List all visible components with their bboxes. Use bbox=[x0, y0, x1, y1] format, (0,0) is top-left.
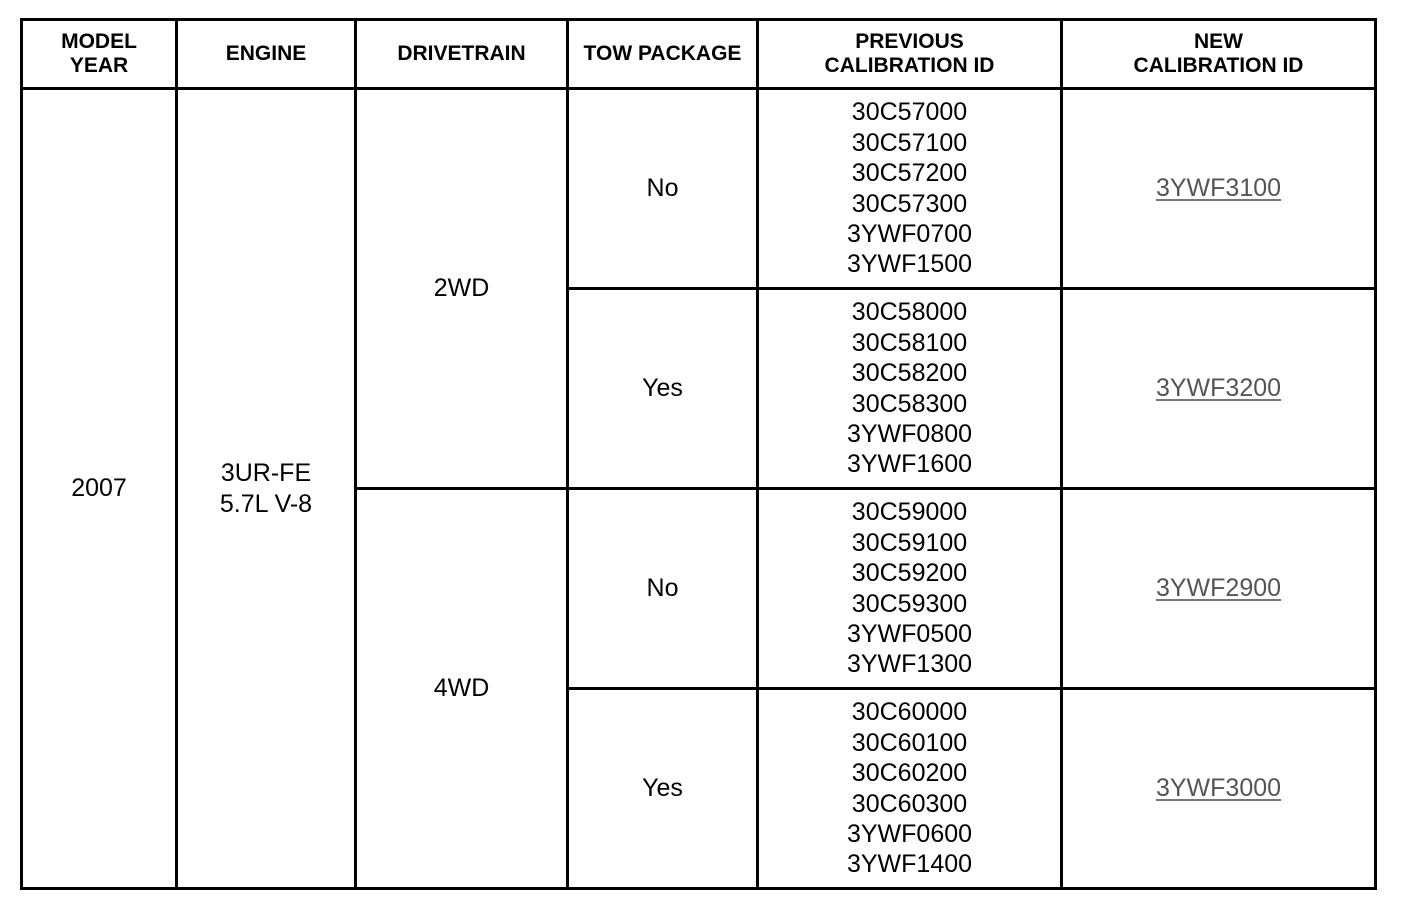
header-tow-package: TOW PACKAGE bbox=[568, 20, 758, 89]
previous-calibration-id: 3YWF1500 bbox=[846, 250, 973, 279]
previous-calibration-id: 3YWF1300 bbox=[846, 650, 973, 679]
previous-calibration-id: 3YWF0800 bbox=[846, 419, 973, 448]
header-model-year-line-1: MODEL bbox=[61, 30, 137, 53]
previous-calibration-id: 30C58100 bbox=[851, 328, 968, 357]
previous-calibration-id: 30C58300 bbox=[851, 389, 968, 418]
calibration-table bbox=[20, 18, 1377, 890]
previous-calibration-id: 30C58200 bbox=[851, 359, 968, 388]
previous-calibration-id: 30C60200 bbox=[851, 759, 968, 788]
previous-calibration-id: 30C59100 bbox=[851, 528, 968, 557]
new-calibration-link[interactable]: 3YWF3100 bbox=[1155, 174, 1282, 203]
tow-package-cell: No bbox=[568, 489, 758, 689]
new-calibration-link[interactable]: 3YWF3000 bbox=[1155, 774, 1282, 803]
previous-calibration-id: 30C57100 bbox=[851, 128, 968, 157]
previous-calibration-id: 30C58000 bbox=[851, 298, 968, 327]
previous-calibration-id: 30C60100 bbox=[851, 728, 968, 757]
header-new-calibration-line-1: NEW bbox=[1194, 30, 1243, 53]
previous-calibration-id: 3YWF0600 bbox=[846, 819, 973, 848]
previous-calibration-id: 30C59300 bbox=[851, 589, 968, 618]
header-engine: ENGINE bbox=[177, 20, 356, 89]
engine-cell bbox=[177, 89, 356, 889]
table-row bbox=[22, 89, 1376, 289]
previous-calibration-id: 3YWF0700 bbox=[846, 219, 973, 248]
header-row bbox=[22, 20, 1376, 89]
drivetrain-2wd-cell: 2WD bbox=[356, 89, 568, 489]
header-new-calibration-line-2: CALIBRATION ID bbox=[1133, 54, 1304, 77]
previous-calibration-id: 30C59000 bbox=[851, 498, 968, 527]
header-new-calibration bbox=[1062, 20, 1376, 89]
previous-calibration-cell bbox=[758, 89, 1062, 289]
previous-calibration-id: 3YWF0500 bbox=[846, 619, 973, 648]
header-model-year bbox=[22, 20, 177, 89]
previous-calibration-id: 30C57300 bbox=[851, 189, 968, 218]
header-previous-calibration-line-2: CALIBRATION ID bbox=[824, 54, 995, 77]
tow-package-cell: Yes bbox=[568, 689, 758, 889]
engine-code: 3UR-FE bbox=[220, 459, 312, 488]
previous-calibration-id: 3YWF1400 bbox=[846, 850, 973, 879]
new-calibration-cell bbox=[1062, 89, 1376, 289]
previous-calibration-id: 30C60300 bbox=[851, 789, 968, 818]
previous-calibration-id: 30C57200 bbox=[851, 159, 968, 188]
header-previous-calibration-line-1: PREVIOUS bbox=[855, 30, 964, 53]
new-calibration-link[interactable]: 3YWF2900 bbox=[1155, 574, 1282, 603]
engine-displacement: 5.7L V-8 bbox=[219, 489, 313, 518]
previous-calibration-cell bbox=[758, 289, 1062, 489]
previous-calibration-id: 30C59200 bbox=[851, 559, 968, 588]
previous-calibration-id: 3YWF1600 bbox=[846, 450, 973, 479]
new-calibration-cell bbox=[1062, 689, 1376, 889]
new-calibration-cell bbox=[1062, 289, 1376, 489]
new-calibration-link[interactable]: 3YWF3200 bbox=[1155, 374, 1282, 403]
model-year-cell: 2007 bbox=[22, 89, 177, 889]
drivetrain-4wd-cell: 4WD bbox=[356, 489, 568, 889]
previous-calibration-cell bbox=[758, 489, 1062, 689]
tow-package-cell: Yes bbox=[568, 289, 758, 489]
previous-calibration-cell bbox=[758, 689, 1062, 889]
header-previous-calibration bbox=[758, 20, 1062, 89]
header-model-year-line-2: YEAR bbox=[69, 54, 129, 77]
previous-calibration-id: 30C60000 bbox=[851, 698, 968, 727]
tow-package-cell: No bbox=[568, 89, 758, 289]
previous-calibration-id: 30C57000 bbox=[851, 98, 968, 127]
new-calibration-cell bbox=[1062, 489, 1376, 689]
header-drivetrain: DRIVETRAIN bbox=[356, 20, 568, 89]
